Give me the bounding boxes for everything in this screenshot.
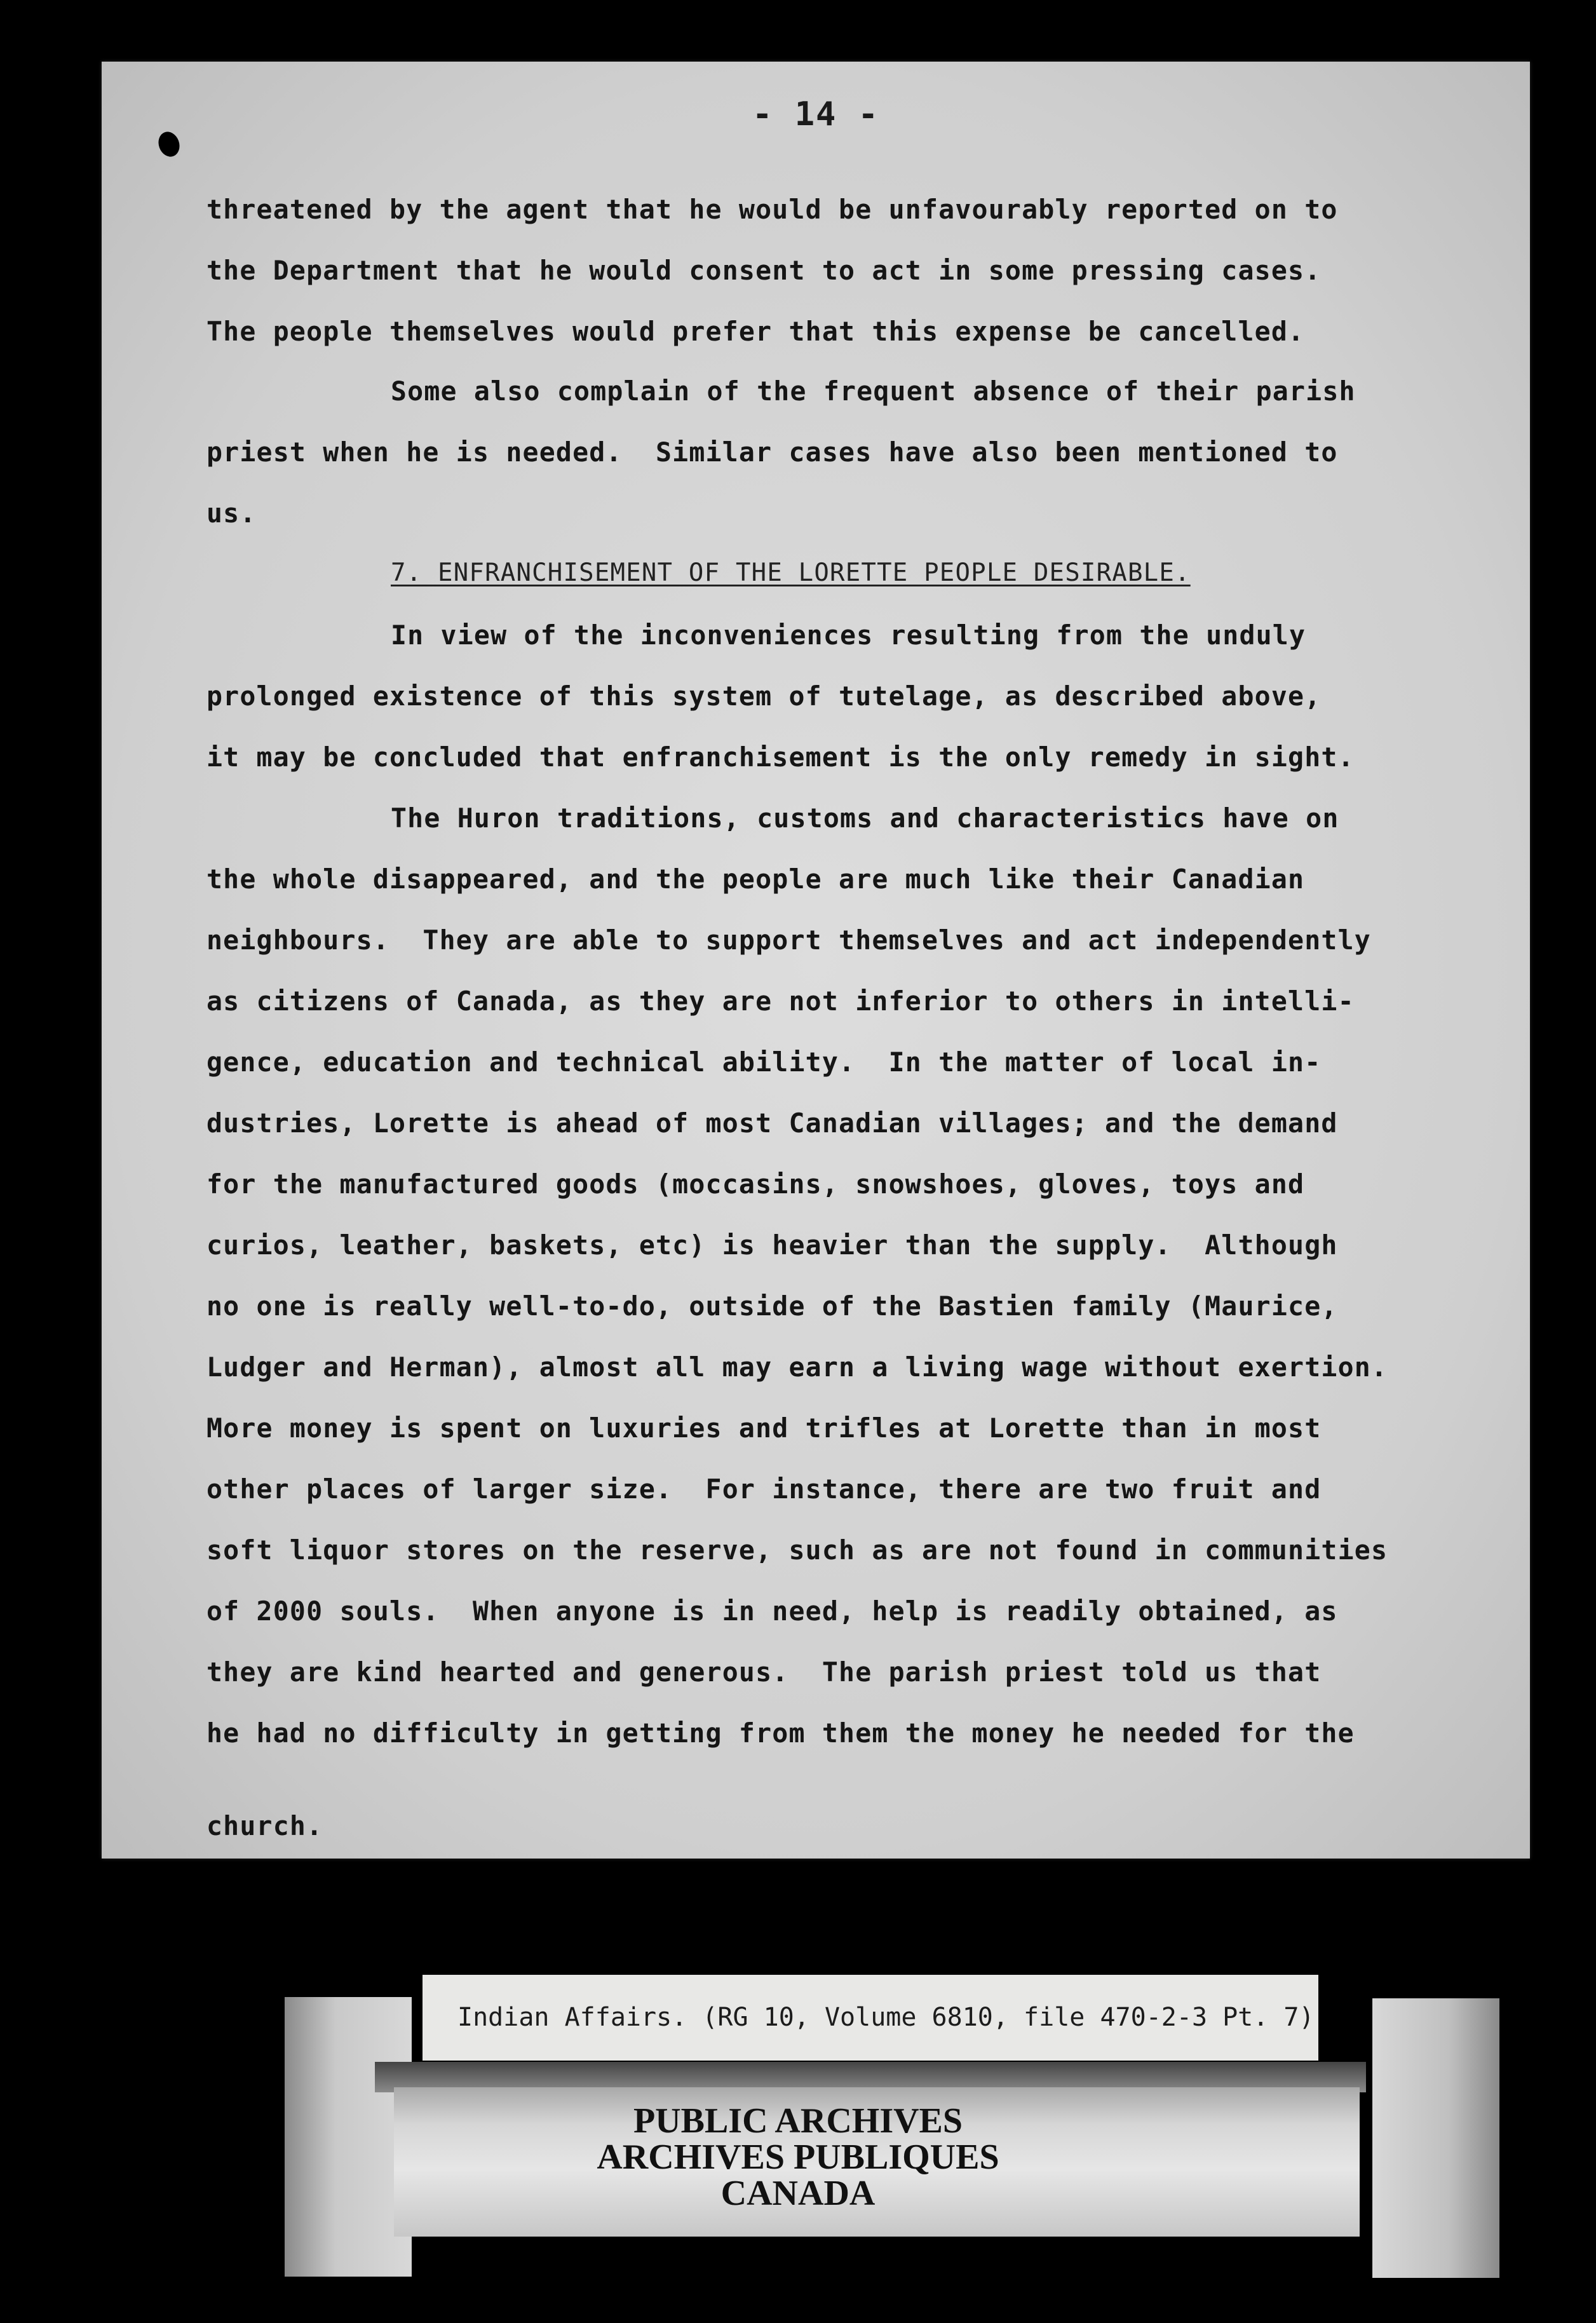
text-line-4: Some also complain of the frequent absence of their parish [391, 376, 1356, 407]
text-line-5: priest when he is needed. Similar cases have also been mentioned to [206, 437, 1338, 468]
text-line-24: of 2000 souls. When anyone is in need, help is readily obtained, as [206, 1595, 1338, 1627]
text-line-22: other places of larger size. For instance, there are two fruit and [206, 1473, 1322, 1505]
stamp-line-1: PUBLIC ARCHIVES [633, 2101, 963, 2141]
stamp-line-2: ARCHIVES PUBLIQUES [597, 2137, 999, 2177]
text-line-26: he had no difficulty in getting from them the money he needed for the [206, 1717, 1355, 1749]
section-heading: 7. ENFRANCHISEMENT OF THE LORETTE PEOPLE DESIRABLE. [391, 559, 1191, 587]
text-line-2: the Department that he would consent to act in some pressing cases. [206, 255, 1322, 286]
text-line-17: for the manufactured goods (moccasins, snowshoes, gloves, toys and [206, 1168, 1305, 1200]
text-line-12: the whole disappeared, and the people are much like their Canadian [206, 864, 1305, 895]
text-line-14: as citizens of Canada, as they are not inferior to others in intelli- [206, 985, 1355, 1017]
text-line-25: they are kind hearted and generous. The parish priest told us that [206, 1656, 1322, 1688]
text-line-27: church. [206, 1810, 323, 1841]
document-page [102, 62, 1530, 1859]
text-line-20: Ludger and Herman), almost all may earn a living wage without exertion. [206, 1351, 1388, 1383]
text-line-8: In view of the inconveniences resulting from the unduly [391, 620, 1306, 651]
ink-speck [155, 129, 183, 160]
text-line-18: curios, leather, baskets, etc) is heavier than the supply. Although [206, 1229, 1338, 1261]
text-line-9: prolonged existence of this system of tutelage, as described above, [206, 681, 1322, 712]
page-number: - 14 - [752, 95, 879, 133]
text-line-19: no one is really well-to-do, outside of the Bastien family (Maurice, [206, 1290, 1338, 1322]
text-line-10: it may be concluded that enfranchisement is the only remedy in sight. [206, 742, 1355, 773]
archive-reference: Indian Affairs. (RG 10, Volume 6810, file 470-2-3 Pt. 7) [457, 2003, 1315, 2032]
text-line-13: neighbours. They are able to support themselves and act independently [206, 924, 1371, 956]
text-line-1: threatened by the agent that he would be unfavourably reported on to [206, 194, 1338, 225]
text-line-16: dustries, Lorette is ahead of most Canadian villages; and the demand [206, 1107, 1338, 1139]
text-line-23: soft liquor stores on the reserve, such as are not found in communities [206, 1534, 1388, 1566]
text-line-15: gence, education and technical ability. In the matter of local in- [206, 1046, 1322, 1078]
text-line-3: The people themselves would prefer that this expense be cancelled. [206, 316, 1305, 347]
archive-reference-card [423, 1975, 1318, 2061]
text-line-11: The Huron traditions, customs and characteristics have on [391, 803, 1339, 834]
text-line-6: us. [206, 498, 257, 529]
stamp-line-3: CANADA [720, 2174, 876, 2213]
text-line-21: More money is spent on luxuries and trifles at Lorette than in most [206, 1412, 1322, 1444]
